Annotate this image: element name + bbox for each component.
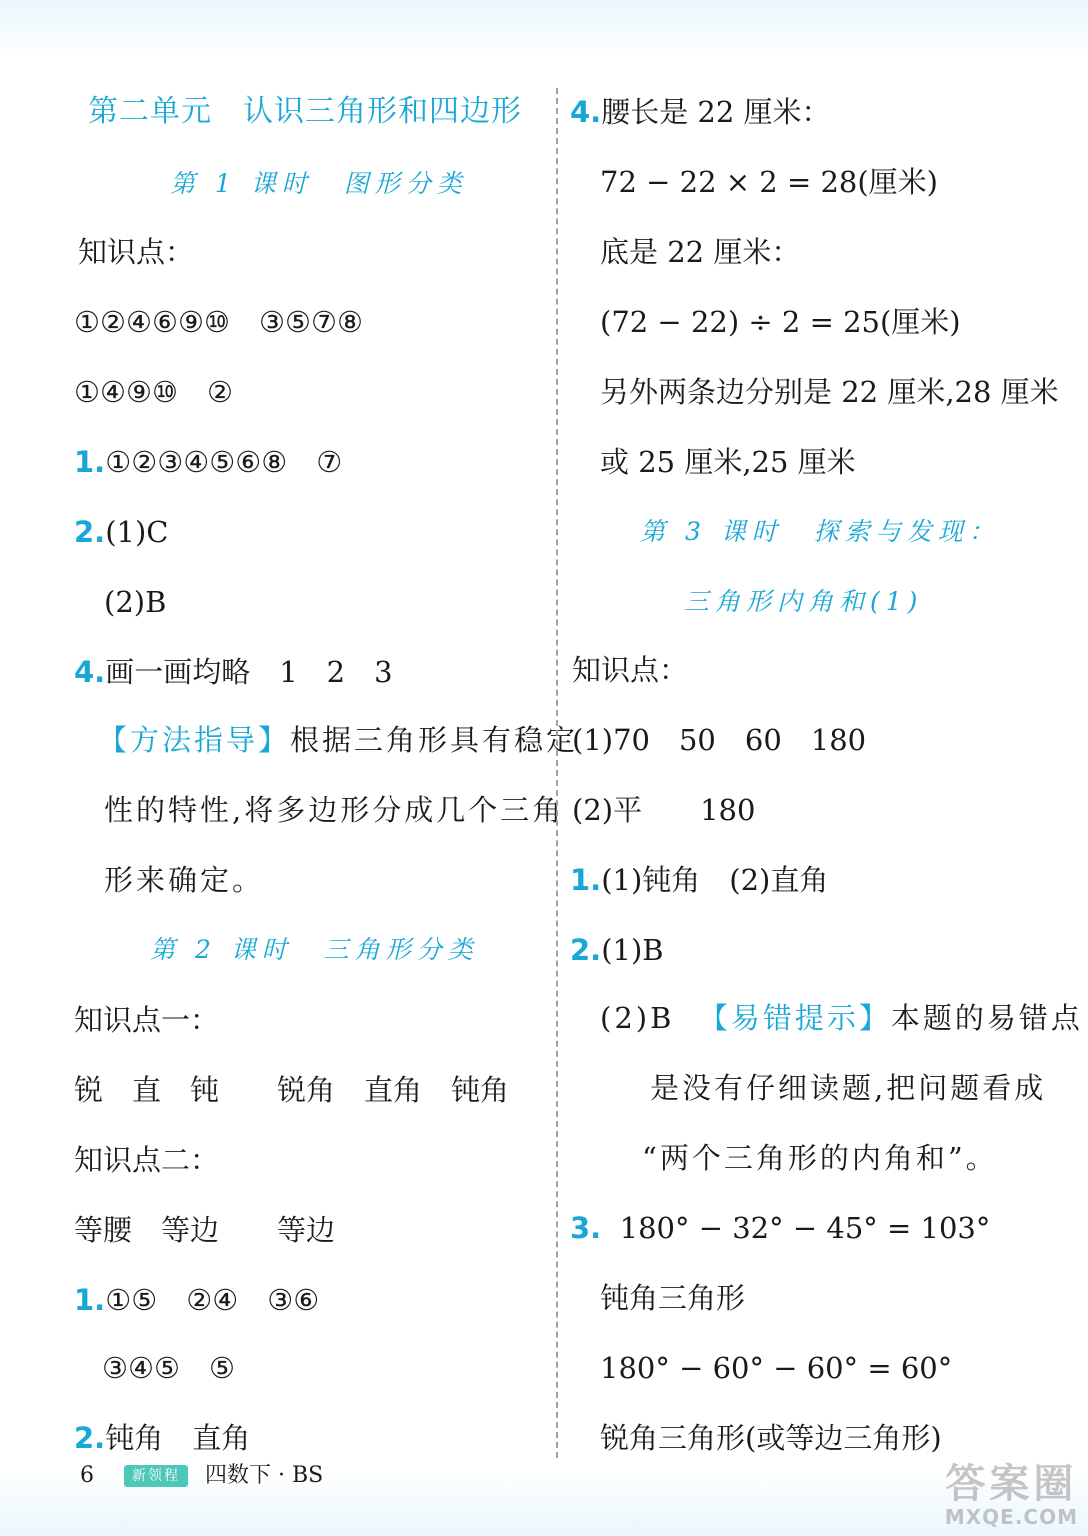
question-number: 1.: [74, 1283, 106, 1317]
answer-text: (1)B: [601, 933, 664, 967]
exercise-1: [570, 862, 828, 898]
practice-2: [74, 1420, 250, 1456]
answer-line: 锐 直 钝 锐角 直角 钝角: [74, 1073, 510, 1107]
error-tip-label: 【易错提示】: [698, 1001, 891, 1035]
method-guide-text: 性的特性,将多边形分成几个三角: [104, 793, 565, 827]
question-number: 1.: [570, 863, 602, 897]
answer-text: 画一画均略 1 2 3: [105, 655, 393, 689]
answer-text: ①⑤ ②④ ③⑥: [105, 1283, 320, 1317]
knowledge-label: 知识点：: [572, 653, 689, 687]
method-guide-text: 根据三角形具有稳定: [290, 723, 579, 757]
answer-line: ①②④⑥⑨⑩ ③⑤⑦⑧: [74, 305, 363, 339]
method-guide-label: 【方法指导】: [98, 723, 291, 757]
answer-text: 钝角 直角: [105, 1421, 251, 1455]
footer-book-info: [124, 1462, 323, 1490]
question-4: [74, 654, 393, 690]
answer-line: (1)70 50 60 180: [572, 723, 867, 757]
answer-line: (2)B: [104, 585, 167, 619]
question-1: [74, 444, 342, 480]
lesson-3-subtitle: 三角形内角和(1): [684, 587, 924, 616]
knowledge-label: 知识点一：: [74, 1003, 220, 1037]
answer-text: (2)B: [600, 1001, 675, 1035]
equation: 180° − 32° − 45° = 103°: [619, 1211, 991, 1245]
question-number: 4.: [74, 655, 106, 689]
brand-logo: 新领程: [124, 1465, 188, 1487]
watermark: [945, 1462, 1078, 1528]
method-guide-text: 形来确定。: [104, 863, 265, 897]
page-number: 6: [80, 1463, 94, 1488]
answer-line: ①④⑨⑩ ②: [74, 375, 233, 409]
exercise-3: [570, 1210, 990, 1246]
question-number: 2.: [74, 1421, 106, 1455]
answer-line: 等腰 等边 等边: [74, 1213, 336, 1247]
question-number: 4.: [570, 95, 602, 129]
question-number: 1.: [74, 445, 106, 479]
question-2: [74, 514, 168, 550]
exercise-2: [570, 932, 664, 968]
answer-line: 底是 22 厘米：: [600, 235, 801, 269]
watermark-url: MXQE.COM: [944, 1505, 1078, 1529]
question-number: 2.: [570, 933, 602, 967]
answer-line: 锐角三角形(或等边三角形): [600, 1421, 942, 1455]
answer-text: (1)钝角 (2)直角: [601, 863, 829, 897]
question-number: 3.: [570, 1211, 602, 1245]
answer-text: 腰长是 22 厘米：: [601, 95, 831, 129]
answer-line: (2)平 180: [572, 793, 756, 827]
answer-text: (1)C: [105, 515, 169, 549]
equation: 72 − 22 × 2 = 28(厘米): [600, 165, 938, 199]
lesson-2-title: 第 2 课时 三角形分类: [150, 935, 479, 964]
error-tip-text: 是没有仔细读题,把问题看成: [650, 1071, 1047, 1105]
equation: 180° − 60° − 60° = 60°: [600, 1351, 953, 1385]
lesson-1-title: 第 1 课时 图形分类: [170, 169, 468, 198]
answer-4: [570, 94, 831, 130]
knowledge-label: 知识点：: [78, 235, 195, 269]
book-title: 四数下 · BS: [205, 1463, 324, 1488]
answer-line: 另外两条边分别是 22 厘米,28 厘米: [600, 375, 1059, 409]
error-tip-text: 本题的易错点: [890, 1001, 1083, 1035]
watermark-text: 答案圈: [945, 1461, 1078, 1507]
practice-1: [74, 1282, 319, 1318]
column-divider: [556, 88, 558, 1458]
error-tip: [600, 1000, 1083, 1036]
method-guide: [98, 722, 578, 758]
answer-line: ③④⑤ ⑤: [102, 1351, 235, 1385]
lesson-3-title: 第 3 课时 探索与发现：: [640, 517, 1000, 546]
answer-text: ①②③④⑤⑥⑧ ⑦: [105, 445, 343, 479]
knowledge-label: 知识点二：: [74, 1143, 220, 1177]
answer-line: 钝角三角形: [600, 1281, 746, 1315]
question-number: 2.: [74, 515, 106, 549]
answer-line: 或 25 厘米,25 厘米: [600, 445, 856, 479]
error-tip-text: “两个三角形的内角和”。: [642, 1141, 998, 1175]
equation: (72 − 22) ÷ 2 = 25(厘米): [600, 305, 961, 339]
unit-title: 第二单元 认识三角形和四边形: [88, 94, 522, 129]
